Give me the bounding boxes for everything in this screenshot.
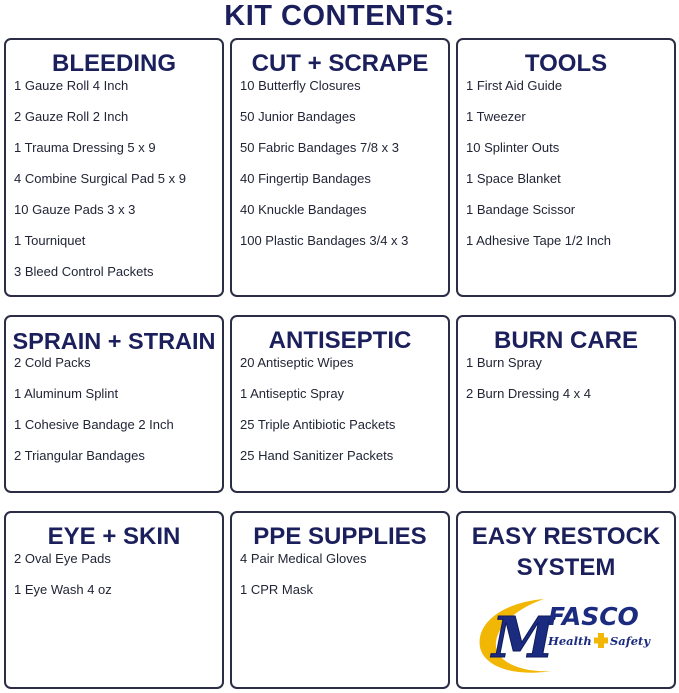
list-item: 1 Tourniquet: [14, 233, 86, 248]
category-card-tools: [456, 38, 676, 297]
item-list: [458, 347, 674, 409]
list-item: 1 Burn Spray: [466, 355, 542, 370]
svg-text:Safety: Safety: [610, 634, 651, 648]
list-item: 1 Space Blanket: [466, 171, 561, 186]
category-title: PPE SUPPLIES: [253, 523, 427, 550]
list-item: 2 Gauze Roll 2 Inch: [14, 109, 129, 124]
svg-text:Health: Health: [548, 634, 592, 648]
plus-cross-icon: [594, 633, 608, 648]
category-card-burn-care: [456, 315, 676, 493]
list-item: 50 Junior Bandages: [240, 109, 356, 124]
list-item: 2 Triangular Bandages: [14, 448, 145, 463]
category-card-sprain-strain: [4, 315, 224, 493]
list-item: 1 Tweezer: [466, 109, 526, 124]
list-item: 1 CPR Mask: [240, 582, 313, 597]
list-item: 100 Plastic Bandages 3/4 x 3: [240, 233, 409, 248]
list-item: 4 Pair Medical Gloves: [240, 551, 367, 566]
category-title: BLEEDING: [51, 50, 176, 77]
item-list: [232, 347, 448, 471]
page-title: KIT CONTENTS:: [224, 0, 455, 32]
list-item: 3 Bleed Control Packets: [14, 264, 154, 279]
category-card-antiseptic: [230, 315, 450, 493]
restock-title-line2: SYSTEM: [516, 554, 616, 581]
item-list: [232, 70, 448, 256]
svg-text:FASCO: FASCO: [548, 602, 639, 631]
list-item: 25 Hand Sanitizer Packets: [240, 448, 394, 463]
list-item: 40 Knuckle Bandages: [240, 202, 367, 217]
category-title: ANTISEPTIC: [268, 327, 412, 354]
list-item: 10 Butterfly Closures: [240, 78, 361, 93]
item-list: [458, 70, 674, 256]
restock-title-line1: EASY RESTOCK: [471, 523, 661, 550]
list-item: 1 Antiseptic Spray: [240, 386, 345, 401]
category-title: TOOLS: [524, 50, 608, 77]
category-title: EYE + SKIN: [47, 523, 181, 550]
list-item: 1 Cohesive Bandage 2 Inch: [14, 417, 174, 432]
svg-text:M: M: [492, 605, 554, 671]
item-list: [6, 347, 222, 471]
list-item: 1 Bandage Scissor: [466, 202, 576, 217]
mfasco-logo: [474, 595, 664, 679]
list-item: 10 Gauze Pads 3 x 3: [14, 202, 136, 217]
list-item: 20 Antiseptic Wipes: [240, 355, 354, 370]
list-item: 2 Oval Eye Pads: [14, 551, 111, 566]
list-item: 1 Aluminum Splint: [14, 386, 119, 401]
category-card-bleeding: [4, 38, 224, 297]
swoosh-icon: [474, 595, 664, 679]
list-item: 1 Adhesive Tape 1/2 Inch: [466, 233, 612, 248]
list-item: 1 Trauma Dressing 5 x 9: [14, 140, 156, 155]
category-title: CUT + SCRAPE: [251, 50, 429, 77]
list-item: 40 Fingertip Bandages: [240, 171, 371, 186]
list-item: 1 Gauze Roll 4 Inch: [14, 78, 129, 93]
category-title: BURN CARE: [494, 327, 638, 354]
category-title: SPRAIN + STRAIN: [12, 328, 216, 354]
list-item: 50 Fabric Bandages 7/8 x 3: [240, 140, 399, 155]
category-card-cut-scrape: [230, 38, 450, 297]
restock-card: [456, 511, 676, 689]
category-card-ppe-supplies: [230, 511, 450, 689]
list-item: 1 First Aid Guide: [466, 78, 563, 93]
item-list: [6, 70, 222, 287]
list-item: 10 Splinter Outs: [466, 140, 560, 155]
category-card-eye-skin: [4, 511, 224, 689]
list-item: 1 Eye Wash 4 oz: [14, 582, 112, 597]
list-item: 4 Combine Surgical Pad 5 x 9: [14, 171, 186, 186]
item-list: [6, 543, 222, 605]
item-list: [232, 543, 448, 605]
restock-title: [458, 521, 674, 583]
list-item: 2 Burn Dressing 4 x 4: [466, 386, 592, 401]
list-item: 2 Cold Packs: [14, 355, 91, 370]
list-item: 25 Triple Antibiotic Packets: [240, 417, 396, 432]
